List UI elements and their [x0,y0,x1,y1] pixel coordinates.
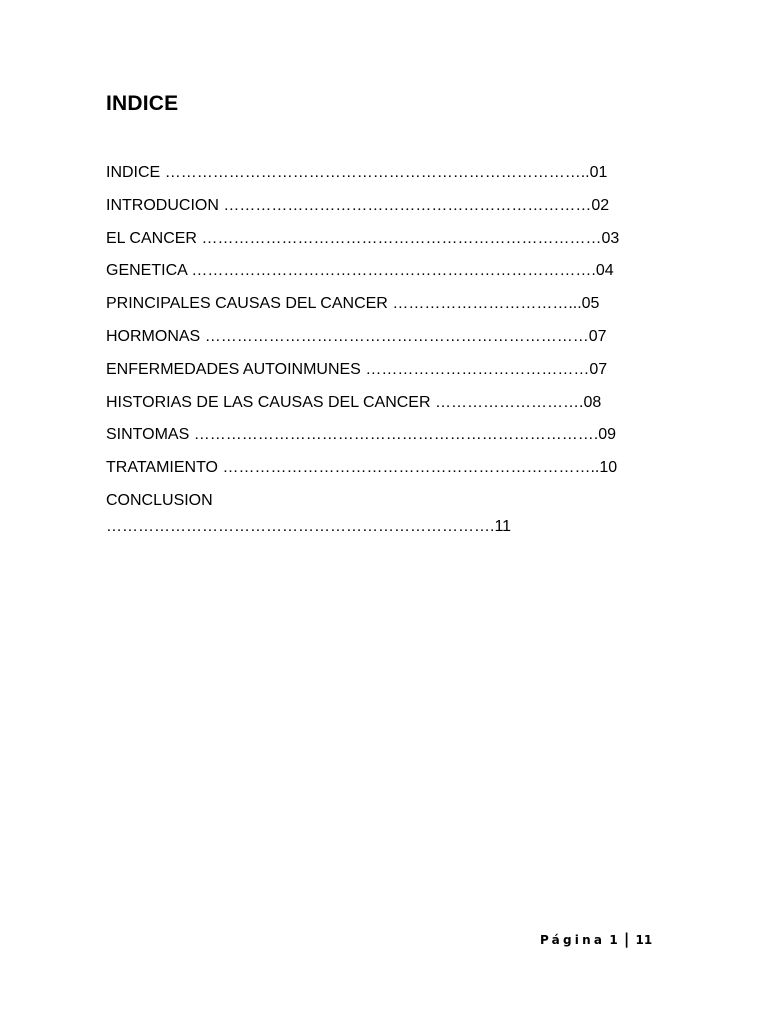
toc-entry-introducion [106,195,666,217]
toc-leader: …………………………………………………………………. [193,426,599,444]
toc-page: 02 [591,196,610,214]
page-separator: | [623,930,630,948]
toc-page: 03 [601,229,620,247]
toc-page: 09 [598,426,616,444]
toc-leader: ……………………………... [392,295,582,313]
toc-leader: …………………………………………………………………….. [164,164,590,181]
toc-label: SINTOMAS [106,426,190,444]
toc-page: 10 [599,459,618,477]
toc-page: 05 [581,295,600,313]
toc-page: 08 [583,393,602,411]
page-total: 11 [635,933,653,947]
page-footer [540,930,652,948]
toc-entry-historias [106,392,666,414]
toc-label: EL CANCER [106,229,197,247]
table-of-contents [106,162,666,549]
toc-label: CONCLUSION [106,491,213,509]
toc-label: INTRODUCION [106,196,219,214]
toc-entry-sintomas [106,424,666,446]
toc-label: HISTORIAS DE LAS CAUSAS DEL CANCER [106,393,431,411]
page-word: Página [540,933,606,947]
toc-leader: ……………………………………………………………… [204,327,589,345]
toc-leader: …………………………………………………………… [223,196,592,214]
toc-label: GENETICA [106,262,187,280]
toc-entry-tratamiento [106,457,666,479]
toc-entry-hormonas [106,326,666,348]
page-title: INDICE [106,92,179,115]
toc-page: 04 [595,262,614,280]
toc-page: 01 [589,164,608,181]
toc-leader: …………………………………… [365,360,590,378]
toc-label: TRATAMIENTO [106,459,218,477]
toc-label: PRINCIPALES CAUSAS DEL CANCER [106,295,388,313]
toc-entry-el-cancer [106,228,666,250]
toc-label: INDICE [106,164,161,181]
toc-leader-line [106,516,666,538]
toc-entry-conclusion [106,490,666,538]
toc-label: ENFERMEDADES AUTOINMUNES [106,360,361,378]
toc-leader: ………………………. [434,393,584,411]
page-current: 1 [609,933,618,947]
toc-page: 11 [494,517,512,535]
toc-leader: …………………………………………………………………. [191,262,596,280]
toc-leader: ………………………………………………………………. [106,517,495,535]
toc-entry-principales-causas [106,293,666,315]
toc-entry-genetica [106,260,666,282]
toc-leader: …………………………………………………………….. [222,459,600,477]
toc-leader: ………………………………………………………………… [201,229,602,247]
toc-page: 07 [589,360,608,378]
toc-entry-enfermedades-autoinmunes [106,359,666,381]
toc-page: 07 [588,327,607,345]
toc-entry-indice [106,162,666,184]
toc-label: HORMONAS [106,327,201,345]
